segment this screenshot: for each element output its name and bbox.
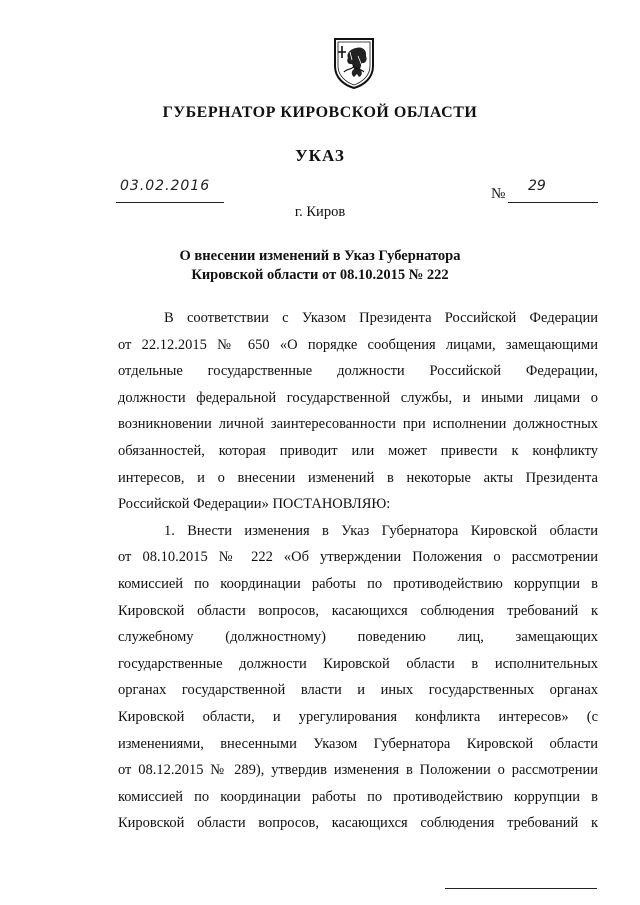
number-field [508, 180, 598, 203]
footer-divider [445, 888, 597, 889]
body-line: комиссией по координации работы по противодействию коррупции в [118, 788, 598, 805]
number-handwritten: 29 [528, 178, 546, 194]
body-line: В соответствии с Указом Президента Российской Федерации [164, 310, 598, 326]
body-line: комиссией по координации работы по противодействию коррупции в [118, 575, 598, 592]
body-line: Кировской области, и урегулирования конфликта интересов» (с [118, 708, 598, 725]
body-line: должности федеральной государственной службы, и иными лицами о [118, 389, 598, 406]
body-line: Российской Федерации» ПОСТАНОВЛЯЮ: [118, 496, 391, 513]
body-line: от 08.10.2015 № 222 «Об утверждении Положения о рассмотрении [118, 549, 598, 566]
city-label: г. Киров [294, 204, 346, 220]
document-body [118, 305, 598, 837]
body-line: возникновении личной заинтересованности при исполнении должностных [118, 416, 598, 433]
body-line: обязанностей, которая приводит или может привести к конфликту [118, 442, 598, 459]
date-handwritten: 03.02.2016 [120, 178, 211, 194]
body-line: отдельные государственные должности Российской Федерации, [118, 363, 598, 380]
coat-of-arms-emblem [332, 36, 376, 90]
body-line: изменениями, внесенными Указом Губернатора Кировской области [118, 735, 598, 752]
body-line: органах государственной власти и иных государственных органах [118, 682, 598, 699]
body-line: государственные должности Кировской области в исполнительных [118, 655, 598, 672]
document-subject [0, 247, 640, 285]
authority-heading: ГУБЕРНАТОР КИРОВСКОЙ ОБЛАСТИ [162, 104, 478, 121]
body-line: интересов, и о внесении изменений в некоторые акты Президента [118, 469, 598, 486]
body-line: Кировской области вопросов, касающихся соблюдения требований к [118, 602, 598, 619]
body-line: от 22.12.2015 № 650 «О порядке сообщения лицами, замещающими [118, 336, 598, 353]
body-line: служебному (должностному) поведению лиц, замещающих [118, 629, 598, 646]
body-line: от 08.12.2015 № 289), утвердив изменения в Положении о рассмотрении [118, 762, 598, 779]
subject-line: Кировской области от 08.10.2015 № 222 [191, 267, 449, 283]
number-label: № [491, 186, 506, 202]
date-field [116, 180, 224, 203]
subject-line: О внесении изменений в Указ Губернатора [179, 248, 461, 264]
document-type-heading: УКАЗ [295, 146, 345, 165]
body-line: Кировской области вопросов, касающихся соблюдения требований к [118, 815, 598, 832]
body-line: 1. Внести изменения в Указ Губернатора Кировской области [164, 522, 598, 539]
